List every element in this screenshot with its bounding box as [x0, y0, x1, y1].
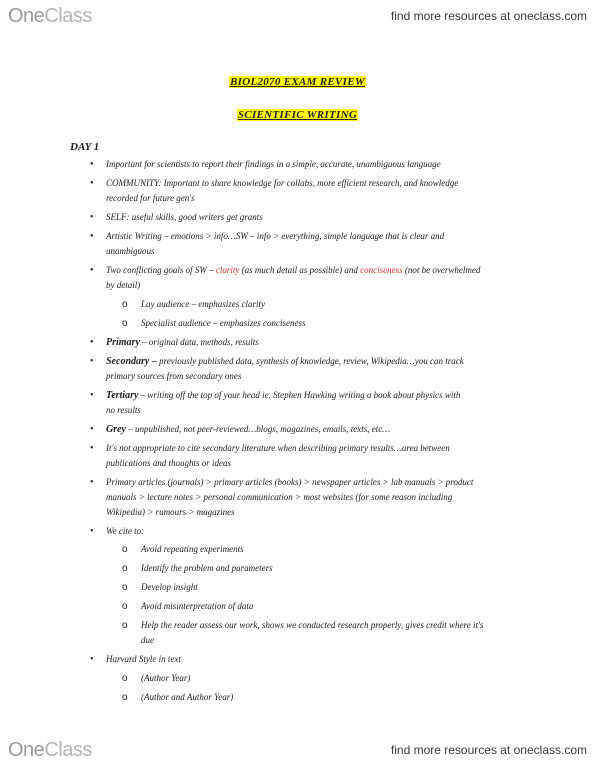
list-item: Artistic Writing – emotions > info…SW – info > everything, simple language that is clear and	[106, 231, 445, 241]
list-item: Secondary – previously published data, synthesis of knowledge, review, Wikipedia…you can track	[106, 356, 464, 367]
list-item: Tertiary – writing off the top of your head ie. Stephen Hawking writing a book about physics with	[106, 390, 461, 401]
bullet-icon: •	[90, 654, 94, 665]
sub-list-item: Specialist audience – emphasizes conciseness	[141, 318, 306, 328]
find-resources-link[interactable]: find more resources at oneclass.com	[390, 743, 587, 757]
logo-one: One	[8, 5, 45, 27]
sub-bullet-icon: o	[122, 692, 128, 703]
sub-bullet-icon: o	[122, 563, 128, 574]
bullet-icon: •	[90, 159, 94, 170]
oneclass-logo[interactable]	[8, 5, 92, 28]
list-item: Grey – unpublished, not peer-reviewed…blogs, magazines, emails, texts, etc…	[106, 424, 391, 435]
bullet-icon: •	[90, 477, 94, 488]
sub-list-item: Identify the problem and parameters	[141, 563, 273, 573]
bullet-icon: •	[90, 265, 94, 276]
sub-list-item: Develop insight	[141, 582, 198, 592]
sub-bullet-icon: o	[122, 299, 128, 310]
list-item: Primary – original data, methods, results	[106, 337, 259, 348]
sub-bullet-icon: o	[122, 620, 128, 631]
sub-bullet-icon: o	[122, 582, 128, 593]
conciseness-term: conciseness	[360, 265, 403, 275]
doc-title: BIOL2070 EXAM REVIEW	[230, 76, 365, 88]
clarity-term: clarity	[215, 265, 240, 275]
bullet-icon: •	[90, 231, 94, 242]
sub-list-item: Avoid repeating experiments	[141, 544, 244, 554]
list-item-cont: Wikipedia) > rumours > magazines	[106, 507, 235, 517]
sub-bullet-icon: o	[122, 673, 128, 684]
sub-list-item: Lay audience – emphasizes clarity	[141, 299, 265, 309]
bullet-icon: •	[90, 337, 94, 348]
list-item: It's not appropriate to cite secondary literature when describing primary results…area between	[106, 443, 450, 453]
oneclass-logo[interactable]	[8, 739, 92, 762]
list-item: Harvard Style in text	[106, 654, 181, 664]
list-item: We cite to:	[106, 526, 145, 536]
page-header	[0, 0, 595, 34]
page-footer	[0, 734, 595, 768]
sub-list-item: (Author and Author Year)	[141, 692, 234, 702]
bullet-icon: •	[90, 443, 94, 454]
list-item-cont: no results	[106, 405, 141, 415]
list-item-cont: publications and thoughts or ideas	[106, 458, 232, 468]
list-item-cont: manuals > lecture notes > personal communication > most websites (for some reason including	[106, 492, 453, 502]
bullet-icon: •	[90, 356, 94, 367]
list-item: COMMUNITY: Important to share knowledge for collabs, more efficient research, and knowledge	[106, 178, 459, 188]
list-item: Important for scientists to report their findings in a simple, accurate, unambiguous language	[106, 159, 441, 169]
list-item-cont: unambiguous	[106, 246, 155, 256]
find-resources-link[interactable]: find more resources at oneclass.com	[390, 9, 587, 23]
bullet-icon: •	[90, 390, 94, 401]
sub-bullet-icon: o	[122, 544, 128, 555]
list-item: Two conflicting goals of SW – clarity (as much detail as possible) and conciseness (not be overwhelmed	[106, 265, 481, 275]
list-item: SELF: useful skills, good writers get grants	[106, 212, 263, 222]
doc-subtitle: SCIENTIFIC WRITING	[237, 109, 358, 121]
bullet-icon: •	[90, 178, 94, 189]
logo-one: One	[8, 739, 45, 761]
logo-class: Class	[44, 5, 92, 27]
bullet-icon: •	[90, 212, 94, 223]
bullet-icon: •	[90, 526, 94, 537]
sub-list-item-cont: due	[141, 635, 154, 645]
sub-list-item: Help the reader assess our work, shows we conducted research properly, gives credit where it's	[141, 620, 484, 630]
sub-bullet-icon: o	[122, 318, 128, 329]
list-item-cont: recorded for future gen's	[106, 193, 195, 203]
day-heading: DAY 1	[70, 141, 100, 153]
sub-list-item: Avoid misinterpretation of data	[141, 601, 254, 611]
list-item-cont: by detail)	[106, 280, 141, 290]
bullet-icon: •	[90, 424, 94, 435]
logo-class: Class	[44, 739, 92, 761]
list-item-cont: primary sources from secondary ones	[106, 371, 242, 381]
sub-list-item: (Author Year)	[141, 673, 191, 683]
list-item: Primary articles (journals) > primary articles (books) > newspaper articles > lab manuals > product	[106, 477, 474, 487]
sub-bullet-icon: o	[122, 601, 128, 612]
